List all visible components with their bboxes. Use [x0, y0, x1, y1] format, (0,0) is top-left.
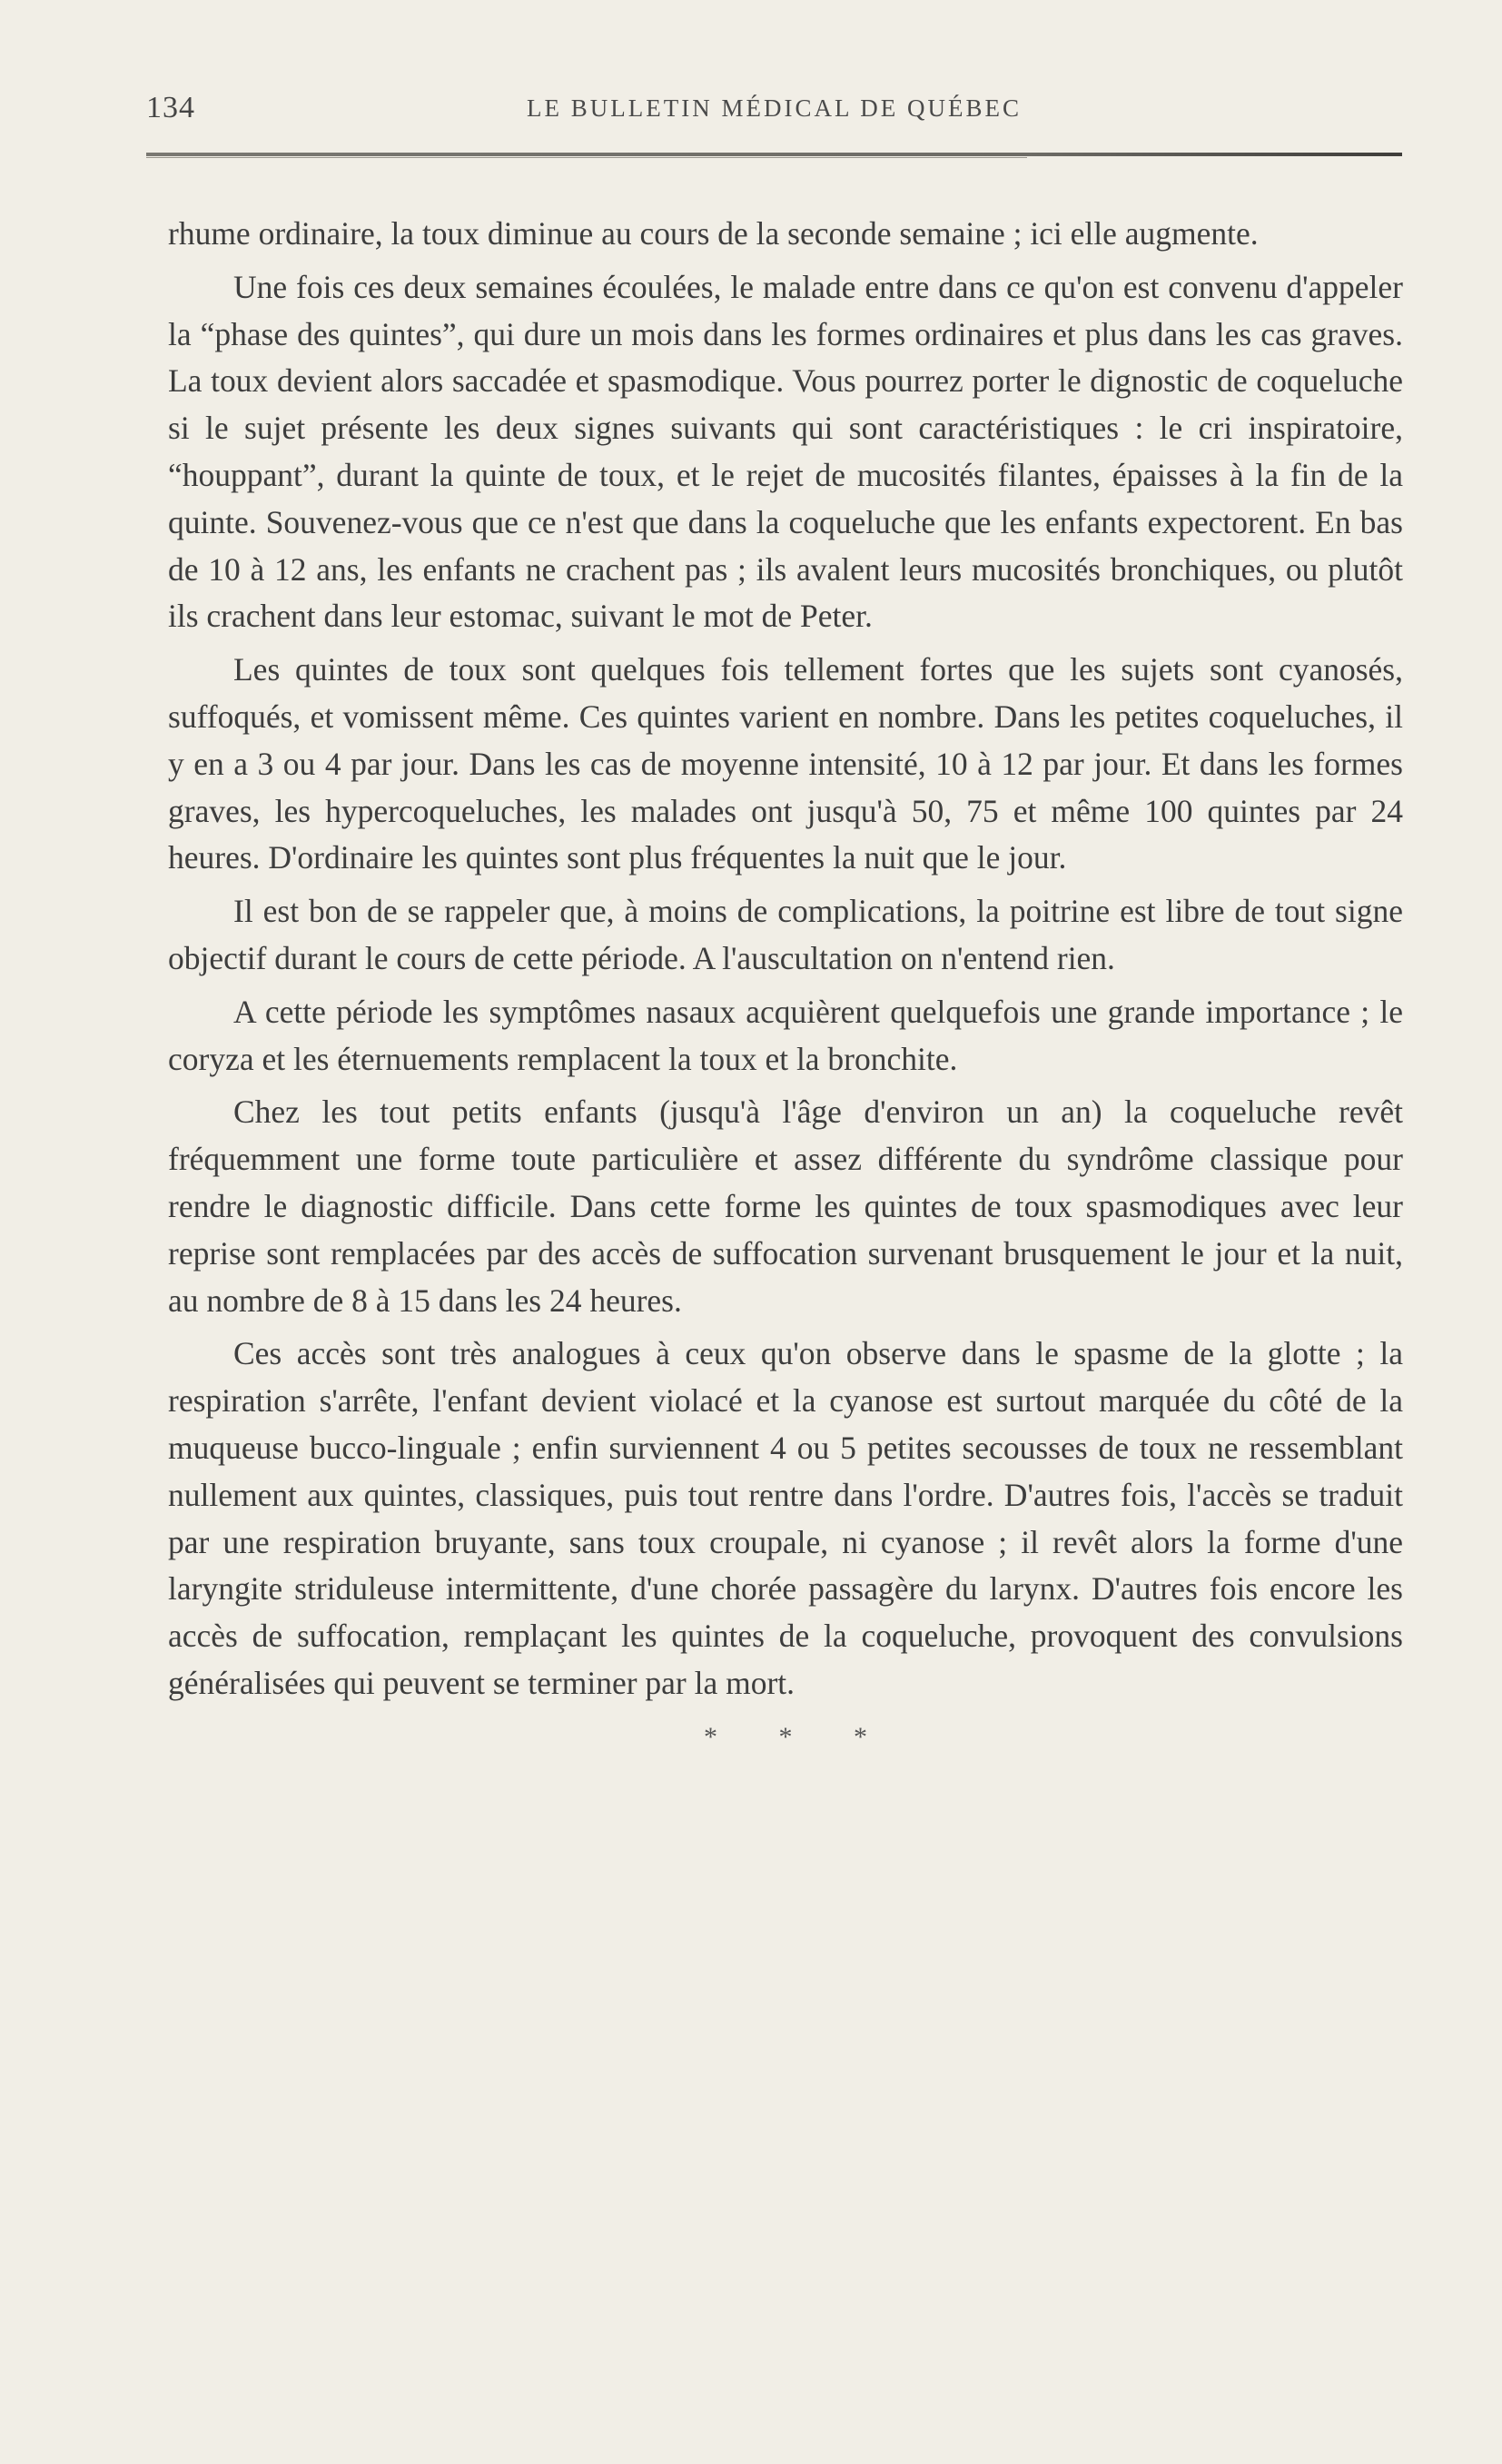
section-break: * * * [704, 1721, 894, 1752]
page-number: 134 [146, 91, 195, 124]
article-body [168, 211, 1403, 1761]
paragraph: Les quintes de toux sont quelques fois tellement fortes que les sujets sont cyanosés, suffoqués, et vomissent même. Ces quintes varient en nombre. Dans les petites coqueluches, il y en a 3 ou 4 par jour. Dans les cas de moyenne intensité, 10 à 12 par jour. Et dans les formes graves, les hypercoqueluches, les malades ont jusqu'à 50, 75 et même 100 quintes par 24 heures. D'ordinaire les quintes sont plus fréquentes la nuit que le jour. [168, 651, 1403, 876]
paragraph: Ces accès sont très analogues à ceux qu'on observe dans le spasme de la glotte ; la respiration s'arrête, l'enfant devient violacé et la cyanose est surtout marquée du côté de la muqueuse bucco-linguale ; enfin surviennent 4 ou 5 petites secousses de toux ne ressemblant nullement aux quintes, classiques, puis tout rentre dans l'ordre. D'autres fois, l'accès se traduit par une respiration bruyante, sans toux croupale, ni cyanose ; il revêt alors la forme d'une laryngite striduleuse intermittente, d'une chorée passagère du larynx. D'autres fois encore les accès de suffocation, remplaçant les quintes de la coqueluche, provoquent des convulsions généralisées qui peuvent se terminer par la mort. [168, 1335, 1403, 1701]
page-header [146, 91, 1402, 136]
paragraph: rhume ordinaire, la toux diminue au cours de la seconde semaine ; ici elle augmente. [168, 215, 1259, 252]
header-rule [146, 153, 1402, 156]
paragraph: A cette période les symptômes nasaux acquièrent quelquefois une grande importance ; le coryza et les éternuements remplacent la toux et la bronchite. [168, 993, 1403, 1077]
paragraph: Chez les tout petits enfants (jusqu'à l'âge d'environ un an) la coqueluche revêt fréquemment une forme toute particulière et assez différente du syndrôme classique pour rendre le diagnostic difficile. Dans cette forme les quintes de toux spasmodiques avec leur reprise sont remplacées par des accès de suffocation survenant brusquement le jour et la nuit, au nombre de 8 à 15 dans les 24 heures. [168, 1093, 1403, 1319]
header-rule-thin [146, 157, 1027, 158]
running-title: LE BULLETIN MÉDICAL DE QUÉBEC [527, 94, 1022, 122]
paragraph: Une fois ces deux semaines écoulées, le malade entre dans ce qu'on est convenu d'appeler la “phase des quintes”, qui dure un mois dans les formes ordinaires et plus dans les cas graves. La toux devient alors saccadée et spasmodique. Vous pourrez porter le dignostic de coqueluche si le sujet présente les deux signes suivants qui sont caractéristiques : le cri inspiratoire, “houppant”, durant la quinte de toux, et le rejet de mucosités filantes, épaisses à la fin de la quinte. Souvenez-vous que ce n'est que dans la coqueluche que les enfants expectorent. En bas de 10 à 12 ans, les enfants ne crachent pas ; ils avalent leurs mucosités bronchiques, ou plutôt ils crachent dans leur estomac, suivant le mot de Peter. [168, 268, 1403, 635]
paragraph: Il est bon de se rappeler que, à moins de complications, la poitrine est libre de tout signe objectif durant le cours de cette période. A l'auscultation on n'entend rien. [168, 893, 1403, 976]
